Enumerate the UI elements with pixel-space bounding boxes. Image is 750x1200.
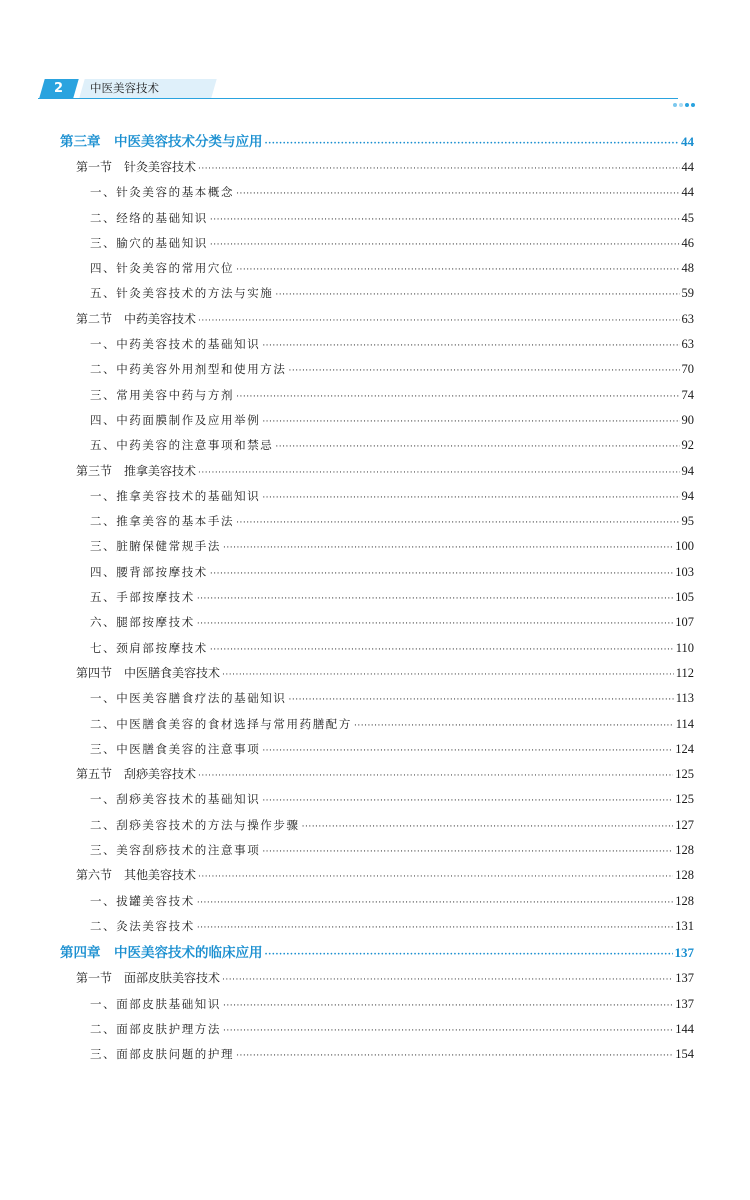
- toc-entry-page: 137: [675, 971, 694, 986]
- toc-entry-page: 137: [674, 945, 694, 961]
- toc-section-entry[interactable]: [60, 863, 694, 888]
- toc-section-entry[interactable]: [60, 459, 694, 484]
- toc-item-entry[interactable]: [60, 813, 694, 838]
- toc-item-entry[interactable]: [60, 332, 694, 357]
- toc-item-entry[interactable]: [60, 206, 694, 231]
- header-dots-ornament: [671, 94, 695, 102]
- toc-item-entry[interactable]: [60, 256, 694, 281]
- running-header: [38, 79, 698, 99]
- dot-leader: [265, 942, 673, 969]
- toc-section-entry[interactable]: [60, 661, 694, 686]
- dot-leader: [222, 968, 673, 993]
- toc-entry-page: 110: [675, 640, 694, 655]
- dot-leader: [354, 714, 674, 739]
- toc-entry-page: 90: [681, 412, 694, 427]
- toc-entry-page: 63: [681, 311, 694, 326]
- toc-entry-title: 二、灸法美容技术: [90, 918, 195, 933]
- toc-entry-title: 第三章 中医美容技术分类与应用: [60, 134, 263, 150]
- toc-item-entry[interactable]: [60, 737, 694, 762]
- ornament-dot: [679, 103, 683, 107]
- dot-leader: [198, 461, 679, 486]
- toc-entry-page: 112: [675, 665, 694, 680]
- toc-entry-page: 105: [675, 590, 694, 605]
- toc-item-entry[interactable]: [60, 509, 694, 534]
- toc-entry-page: 46: [681, 235, 694, 250]
- dot-leader: [262, 840, 673, 865]
- toc-entry-title: 三、面部皮肤问题的护理: [90, 1047, 235, 1062]
- toc-entry-title: 五、手部按摩技术: [90, 590, 195, 605]
- dot-leader: [223, 994, 673, 1019]
- toc-entry-title: 第四节 中医膳食美容技术: [76, 665, 221, 680]
- toc-entry-page: 154: [675, 1047, 694, 1062]
- dot-leader: [236, 182, 679, 207]
- toc-entry-page: 74: [681, 387, 694, 402]
- toc-entry-page: 44: [681, 134, 694, 149]
- toc-item-entry[interactable]: [60, 357, 694, 382]
- dot-leader: [197, 587, 673, 612]
- toc-entry-page: 114: [675, 716, 694, 731]
- toc-entry-title: 二、面部皮肤护理方法: [90, 1021, 221, 1036]
- dot-leader: [275, 283, 679, 308]
- toc-entry-page: 59: [681, 286, 694, 301]
- toc-entry-title: 第六节 其他美容技术: [76, 868, 197, 883]
- toc-entry-title: 一、中医美容膳食疗法的基础知识: [90, 691, 287, 706]
- toc-entry-page: 44: [681, 160, 694, 174]
- dot-leader: [265, 131, 680, 158]
- dot-leader: [223, 536, 673, 561]
- toc-entry-title: 二、经络的基础知识: [90, 210, 208, 225]
- toc-chapter-entry[interactable]: [60, 939, 694, 966]
- toc-entry-page: 103: [675, 564, 694, 579]
- dot-leader: [302, 815, 674, 840]
- toc-entry-page: 131: [675, 918, 694, 933]
- toc-item-entry[interactable]: [60, 484, 694, 509]
- book-title-tab: [79, 79, 216, 98]
- dot-leader: [210, 638, 674, 663]
- toc-entry-title: 四、腰背部按摩技术: [90, 564, 208, 579]
- toc-chapter-entry[interactable]: [60, 128, 694, 155]
- dot-leader: [198, 764, 673, 789]
- dot-leader: [198, 309, 679, 334]
- dot-leader: [197, 612, 673, 637]
- toc-entry-title: 三、常用美容中药与方剂: [90, 387, 235, 402]
- dot-leader: [223, 1019, 673, 1044]
- toc-section-entry[interactable]: [60, 762, 694, 787]
- toc-item-entry[interactable]: [60, 889, 694, 914]
- toc-entry-title: 四、中药面膜制作及应用举例: [90, 412, 261, 427]
- dot-leader: [197, 916, 673, 941]
- toc-entry-page: 92: [681, 438, 694, 453]
- toc-item-entry[interactable]: [60, 914, 694, 939]
- toc-entry-title: 一、中药美容技术的基础知识: [90, 337, 261, 352]
- toc-item-entry[interactable]: [60, 838, 694, 863]
- toc-entry-page: 44: [681, 185, 694, 200]
- toc-entry-title: 三、腧穴的基础知识: [90, 235, 208, 250]
- dot-leader: [289, 688, 674, 713]
- dot-leader: [262, 789, 673, 814]
- dot-leader: [236, 511, 679, 536]
- toc-entry-title: 第四章 中医美容技术的临床应用: [60, 945, 263, 962]
- toc-section-entry[interactable]: [60, 307, 694, 332]
- toc-entry-title: 第一节 针灸美容技术: [76, 160, 197, 174]
- page-number-tab: [39, 79, 78, 98]
- toc-item-entry[interactable]: [60, 281, 694, 306]
- toc-entry-page: 48: [681, 261, 694, 276]
- toc-entry-title: 第二节 中药美容技术: [76, 311, 197, 326]
- toc-entry-page: 127: [675, 817, 694, 832]
- dot-leader: [222, 663, 674, 688]
- toc-entry-title: 四、针灸美容的常用穴位: [90, 261, 235, 276]
- toc-entry-page: 125: [675, 767, 694, 782]
- toc-entry-page: 137: [675, 996, 694, 1011]
- toc-item-entry[interactable]: [60, 560, 694, 585]
- toc-entry-page: 128: [675, 893, 694, 908]
- dot-leader: [198, 157, 679, 182]
- dot-leader: [275, 435, 679, 460]
- toc-entry-title: 一、针灸美容的基本概念: [90, 185, 235, 200]
- toc-entry-title: 二、刮痧美容技术的方法与操作步骤: [90, 817, 300, 832]
- toc-item-entry[interactable]: [60, 712, 694, 737]
- dot-leader: [198, 865, 673, 890]
- toc-item-entry[interactable]: [60, 1042, 694, 1067]
- dot-leader: [262, 486, 679, 511]
- dot-leader: [262, 410, 679, 435]
- dot-leader: [236, 258, 679, 283]
- toc-entry-page: 94: [681, 463, 694, 478]
- ornament-dot: [685, 103, 689, 107]
- toc-entry-title: 一、刮痧美容技术的基础知识: [90, 792, 261, 807]
- toc-item-entry[interactable]: [60, 231, 694, 256]
- dot-leader: [262, 739, 673, 764]
- book-title: 中医美容技术: [90, 81, 159, 95]
- toc-entry-title: 一、拔罐美容技术: [90, 893, 195, 908]
- toc-entry-title: 二、推拿美容的基本手法: [90, 514, 235, 529]
- dot-leader: [236, 385, 679, 410]
- toc-entry-title: 五、针灸美容技术的方法与实施: [90, 286, 274, 301]
- toc-item-entry[interactable]: [60, 383, 694, 408]
- toc-entry-page: 113: [675, 691, 694, 706]
- toc-entry-page: 128: [675, 843, 694, 858]
- toc-entry-title: 一、推拿美容技术的基础知识: [90, 488, 261, 503]
- toc-item-entry[interactable]: [60, 787, 694, 812]
- toc-item-entry[interactable]: [60, 992, 694, 1017]
- toc-entry-title: 三、脏腑保健常规手法: [90, 539, 221, 554]
- dot-leader: [210, 233, 680, 258]
- toc-entry-title: 第三节 推拿美容技术: [76, 463, 197, 478]
- dot-leader: [289, 359, 680, 384]
- toc-entry-title: 五、中药美容的注意事项和禁忌: [90, 438, 274, 453]
- ornament-dot: [691, 103, 695, 107]
- toc-entry-page: 107: [675, 615, 694, 630]
- table-of-contents: [60, 128, 694, 1067]
- toc-entry-page: 144: [675, 1021, 694, 1036]
- toc-entry-page: 100: [675, 539, 694, 554]
- toc-item-entry[interactable]: [60, 610, 694, 635]
- dot-leader: [197, 891, 673, 916]
- dot-leader: [210, 562, 673, 587]
- toc-entry-title: 七、颈肩部按摩技术: [90, 640, 208, 655]
- toc-entry-title: 一、面部皮肤基础知识: [90, 996, 221, 1011]
- toc-entry-title: 三、美容刮痧技术的注意事项: [90, 843, 261, 858]
- toc-entry-title: 二、中药美容外用剂型和使用方法: [90, 362, 287, 377]
- dot-leader: [236, 1044, 673, 1069]
- toc-entry-page: 95: [681, 514, 694, 529]
- toc-entry-page: 124: [675, 741, 694, 756]
- toc-entry-title: 三、中医膳食美容的注意事项: [90, 741, 261, 756]
- toc-item-entry[interactable]: [60, 686, 694, 711]
- toc-item-entry[interactable]: [60, 408, 694, 433]
- toc-entry-page: 63: [681, 337, 694, 352]
- dot-leader: [262, 334, 679, 359]
- toc-entry-title: 第一节 面部皮肤美容技术: [76, 971, 221, 986]
- toc-item-entry[interactable]: [60, 433, 694, 458]
- toc-section-entry[interactable]: [60, 966, 694, 991]
- toc-item-entry[interactable]: [60, 585, 694, 610]
- page-number: 2: [54, 81, 64, 96]
- toc-item-entry[interactable]: [60, 534, 694, 559]
- toc-entry-page: 125: [675, 792, 694, 807]
- toc-entry-page: 128: [675, 868, 694, 883]
- toc-entry-title: 二、中医膳食美容的食材选择与常用药膳配方: [90, 716, 352, 731]
- dot-leader: [210, 208, 680, 233]
- ornament-dot: [673, 103, 677, 107]
- toc-entry-title: 第五节 刮痧美容技术: [76, 767, 197, 782]
- toc-item-entry[interactable]: [60, 1017, 694, 1042]
- toc-item-entry[interactable]: [60, 636, 694, 661]
- header-rule: [38, 98, 678, 99]
- toc-entry-title: 六、腿部按摩技术: [90, 615, 195, 630]
- toc-entry-page: 94: [681, 488, 694, 503]
- toc-section-entry[interactable]: [60, 155, 694, 180]
- toc-entry-page: 70: [681, 362, 694, 377]
- toc-item-entry[interactable]: [60, 180, 694, 205]
- toc-entry-page: 45: [681, 210, 694, 225]
